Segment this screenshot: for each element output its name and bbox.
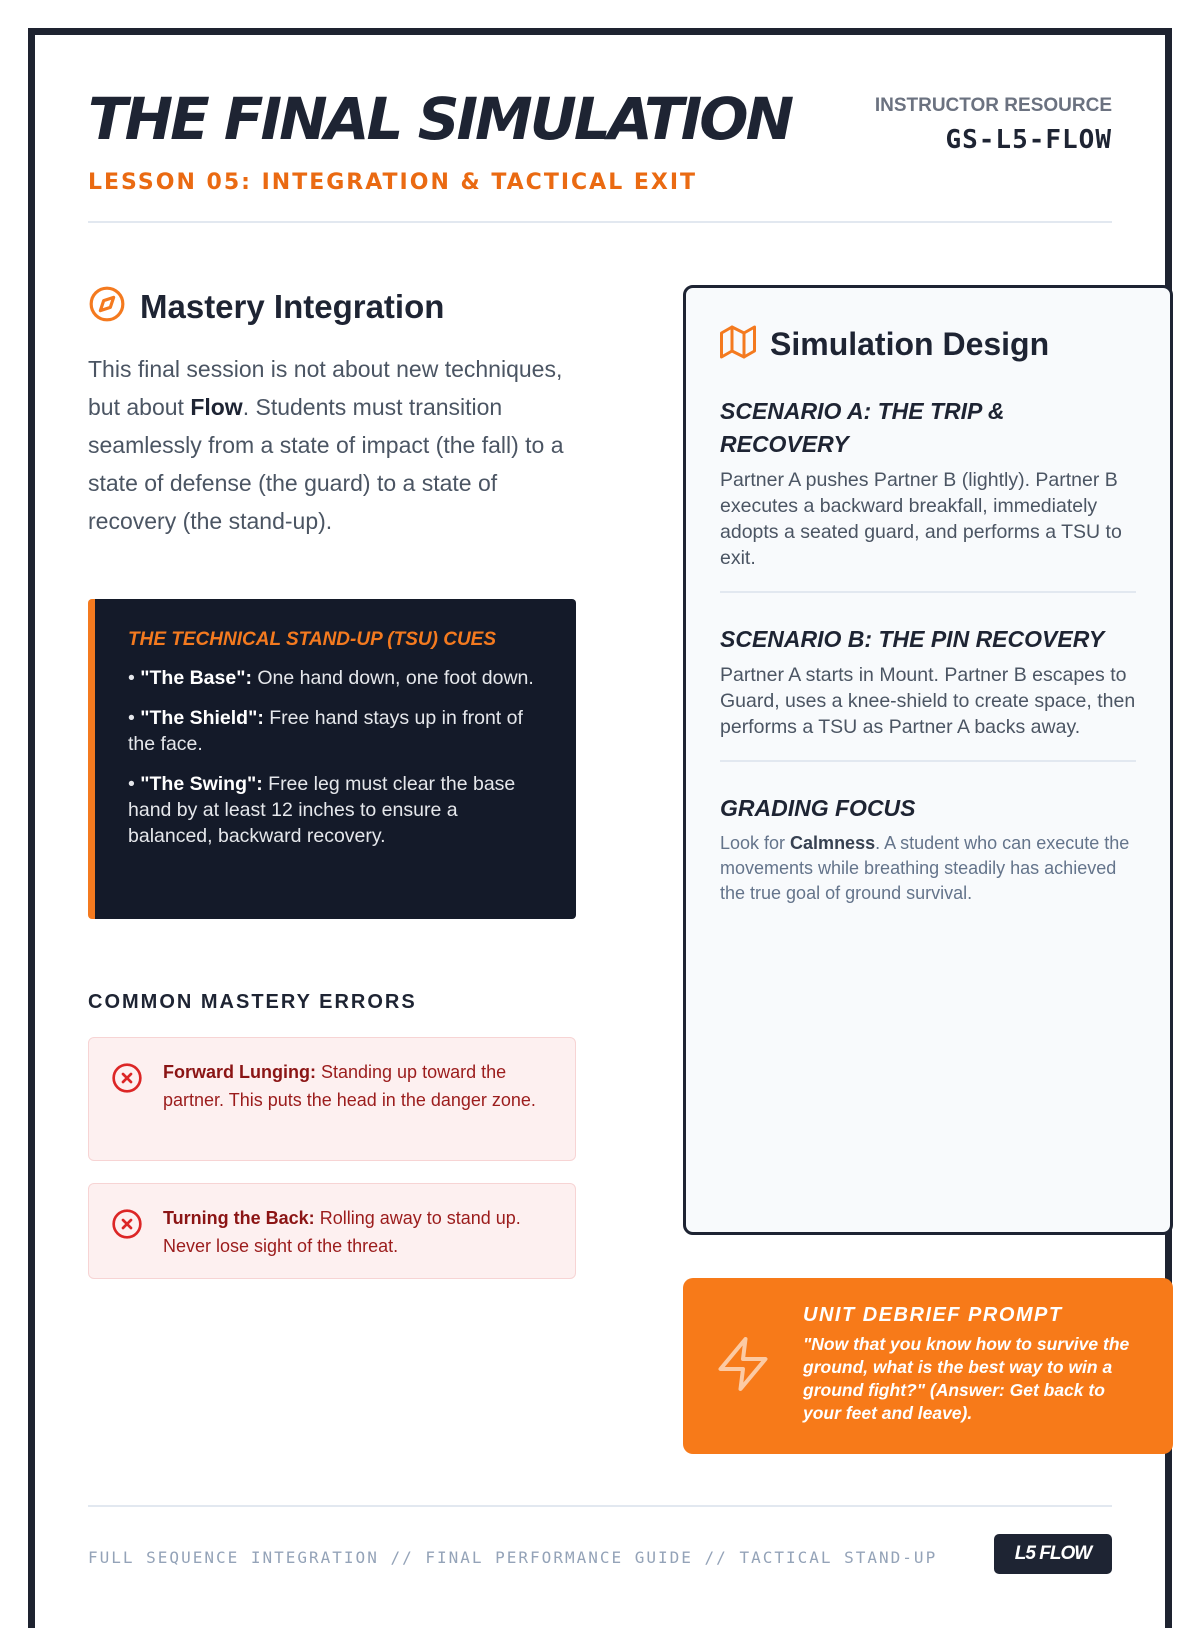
grading-title: GRADING FOCUS <box>720 795 916 821</box>
error-label: Turning the Back: <box>163 1208 315 1228</box>
scenario-b-body: Partner A starts in Mount. Partner B escapes to Guard, uses a knee-shield to create space, then performs a TSU as Partner A backs away. <box>720 664 1136 738</box>
cue-text: Free leg must clear the base hand by at least 12 inches to ensure a balanced, backward recovery. <box>128 773 516 847</box>
intro-text-emphasis: Flow <box>190 394 243 420</box>
cue-item <box>128 705 546 757</box>
x-circle-icon <box>111 1062 143 1102</box>
scenario-a-body: Partner A pushes Partner B (lightly). Partner B executes a backward breakfall, immediately adopts a seated guard, and performs a TSU to exit. <box>720 469 1122 569</box>
debrief-title: UNIT DEBRIEF PROMPT <box>803 1304 1063 1326</box>
cue-item <box>128 665 546 691</box>
error-text: Rolling away to stand up. Never lose sight of the threat. <box>163 1208 521 1256</box>
error-label: Forward Lunging: <box>163 1062 316 1082</box>
error-card <box>88 1183 576 1279</box>
resource-meta <box>875 95 1112 155</box>
cue-text: Free hand stays up in front of the face. <box>128 707 523 755</box>
lesson-subtitle: LESSON 05: INTEGRATION & TACTICAL EXIT <box>88 170 698 195</box>
compass-icon <box>88 285 126 328</box>
footer-text: FULL SEQUENCE INTEGRATION // FINAL PERFORMANCE GUIDE // TACTICAL STAND-UP <box>88 1548 938 1567</box>
page-title: THE FINAL SIMULATION <box>88 85 792 153</box>
error-text: Standing up toward the partner. This puts the head in the danger zone. <box>163 1062 536 1110</box>
scenario-a-title: SCENARIO A: THE TRIP & RECOVERY <box>720 398 1005 457</box>
x-circle-icon <box>111 1208 143 1248</box>
grading-text-emphasis: Calmness <box>790 833 876 853</box>
intro-text-start: This final session is not about new techniques, but about <box>88 356 563 420</box>
intro-text-end: . Students must transition seamlessly from a state of impact (the fall) to a state of defense (the guard) to a state of recovery (the stand-up). <box>88 394 564 534</box>
lightning-bolt-icon <box>713 1334 773 1399</box>
scenario-b <box>720 623 1136 762</box>
mastery-intro <box>88 350 576 540</box>
scenario-b-title: SCENARIO B: THE PIN RECOVERY <box>720 626 1105 652</box>
error-card <box>88 1037 576 1161</box>
scenario-divider <box>720 760 1136 762</box>
resource-label: INSTRUCTOR RESOURCE <box>874 95 1112 116</box>
cue-bullet: • <box>128 667 141 689</box>
cue-label: "The Shield": <box>140 707 264 729</box>
cue-label: "The Swing": <box>140 773 263 795</box>
scenario-divider <box>720 591 1136 593</box>
left-column <box>88 285 576 1256</box>
cues-title: THE TECHNICAL STAND-UP (TSU) CUES <box>128 629 497 650</box>
resource-code: GS-L5-FLOW <box>945 125 1112 155</box>
footer-divider <box>88 1505 1112 1507</box>
cue-bullet: • <box>128 773 141 795</box>
mastery-title: Mastery Integration <box>140 287 445 325</box>
footer-badge: L5 FLOW <box>994 1534 1112 1574</box>
grading-text-end: . A student who can execute the movements while breathing steadily has achieved the true goal of ground survival. <box>720 833 1130 903</box>
cue-bullet: • <box>128 707 141 729</box>
debrief-card <box>683 1278 1173 1454</box>
cue-label: "The Base": <box>140 667 252 689</box>
map-icon <box>720 324 756 365</box>
tsu-cues-panel <box>88 599 576 919</box>
worksheet-page <box>28 28 1172 1628</box>
debrief-body: "Now that you know how to survive the ground, what is the best way to win a ground fight?" (Answer: Get back to your feet and leave). <box>803 1334 1130 1423</box>
header-divider <box>88 221 1112 223</box>
grading-text-start: Look for <box>720 833 791 853</box>
grading-body <box>720 831 1136 906</box>
errors-title: COMMON MASTERY ERRORS <box>88 991 417 1013</box>
mastery-heading <box>88 285 576 328</box>
grading-focus <box>720 792 1136 906</box>
simulation-title: Simulation Design <box>770 326 1050 362</box>
simulation-heading <box>720 324 1136 365</box>
simulation-design-card <box>683 285 1173 1235</box>
page-content <box>88 35 1136 1628</box>
scenario-a <box>720 395 1136 593</box>
cue-text: One hand down, one foot down. <box>251 667 534 689</box>
cue-item <box>128 771 546 849</box>
